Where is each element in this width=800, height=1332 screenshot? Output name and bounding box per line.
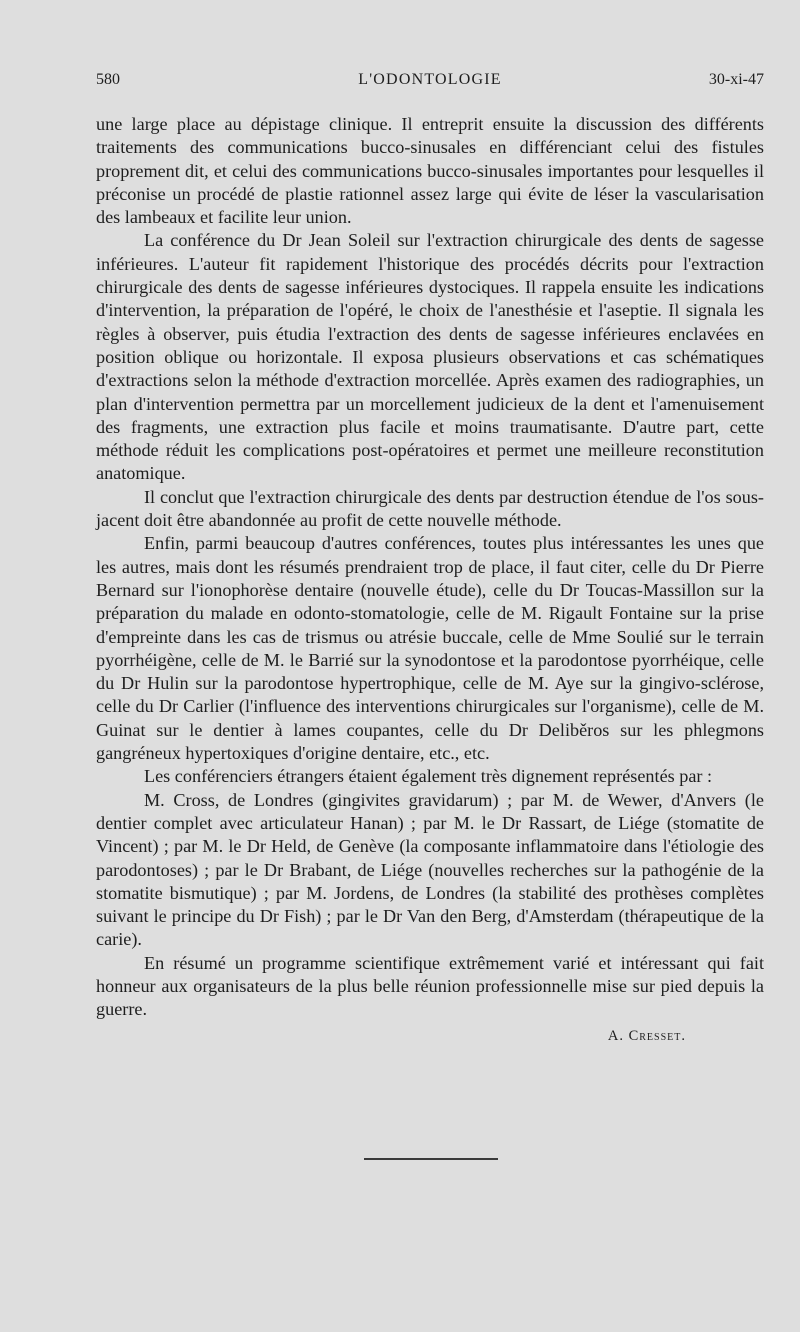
paragraph: M. Cross, de Londres (gingivites gravidarum) ; par M. de Wewer, d'Anvers (le dentier complet avec articulateur Hanan) ; par M. le Dr Rassart, de Liége (stomatite de Vincent) ; par M. le Dr Held, de Genève (la composante inflammatoire dans l'étiologie des parodontoses) ; par le Dr Brabant, de Liége (nouvelles recherches sur la pathogénie de la stomatite bismutique) ; par M. Jordens, de Londres (la stabilité des prothèses complètes suivant le principe du Dr Fish) ; par le Dr Van den Berg, d'Amsterdam (thérapeutique de la carie). <box>96 789 764 950</box>
paragraph: Les conférenciers étrangers étaient également très dignement représentés par : <box>144 766 713 787</box>
running-head <box>96 71 764 95</box>
paragraph: La conférence du Dr Jean Soleil sur l'extraction chirurgicale des dents de sagesse inférieures. L'auteur fit rapidement l'historique des procédés décrits pour l'extraction chirurgicale des dents de sagesse inférieures dystociques. Il rappela ensuite les indications d'intervention, la préparation de l'opéré, le choix de l'anesthésie et l'aseptie. Il signala les règles à observer, puis étudia l'extraction des dents de sagesse inférieures enclavées en position oblique ou horizontale. Il exposa plusieurs observations et cas schématiques d'extractions selon la méthode d'extraction morcellée. Après examen des radiographies, un plan d'intervention permettra par un morcellement judicieux de la dent et l'amenuisement des fragments, une extraction plus facile et moins traumatisante. D'autre part, cette méthode réduit les complications post-opératoires et permet une meilleure reconstitution anatomique. <box>96 230 764 484</box>
article-body <box>96 113 764 1048</box>
author-signature: A. Cresset. <box>607 1027 686 1044</box>
section-divider <box>364 1158 498 1160</box>
paragraph: Enfin, parmi beaucoup d'autres conférences, toutes plus intéressantes les unes que les autres, mais dont les résumés prendraient trop de place, il faut citer, celle du Dr Pierre Bernard sur l'ionophorèse dentaire (nouvelle étude), celle du Dr Toucas-Massillon sur la préparation du malade en odonto-stomatologie, celle de M. Rigault Fontaine sur la prise d'empreinte dans les cas de trismus ou atrésie buccale, celle de Mme Soulié sur le terrain pyorrhéigène, celle de M. le Barrié sur la synodontose et la parodontose pyorrhéique, celle du Dr Hulin sur la parodontose hypertrophique, celle de M. Aye sur la gingivo-sclérose, celle du Dr Carlier (l'influence des interventions chirurgicales sur l'organisme), celle de M. Guinat sur le dentier à lames coupantes, celle du Dr Deliběros sur les phlegmons gangréneux hypertoxiques d'origine dentaire, etc., etc. <box>96 533 764 764</box>
issue-date: 30-xi-47 <box>708 71 764 88</box>
journal-title: L'ODONTOLOGIE <box>358 71 502 88</box>
paragraph: En résumé un programme scientifique extrêmement varié et intéressant qui fait honneur aux organisateurs de la plus belle réunion professionnelle mise sur pied depuis la guerre. <box>96 952 764 1020</box>
paragraph: une large place au dépistage clinique. Il entreprit ensuite la discussion des différents traitements des communications bucco-sinusales en différenciant celui des fistules proprement dit, et celui des communications bucco-sinusales importantes pour lesquelles il préconise un procédé de plastie rationnel assez large qui évite de léser la vascularisation des lambeaux et facilite leur union. <box>96 114 764 228</box>
paragraph: Il conclut que l'extraction chirurgicale des dents par destruction étendue de l'os sous-jacent doit être abandonnée au profit de cette nouvelle méthode. <box>96 486 764 531</box>
page-number: 580 <box>96 71 120 88</box>
